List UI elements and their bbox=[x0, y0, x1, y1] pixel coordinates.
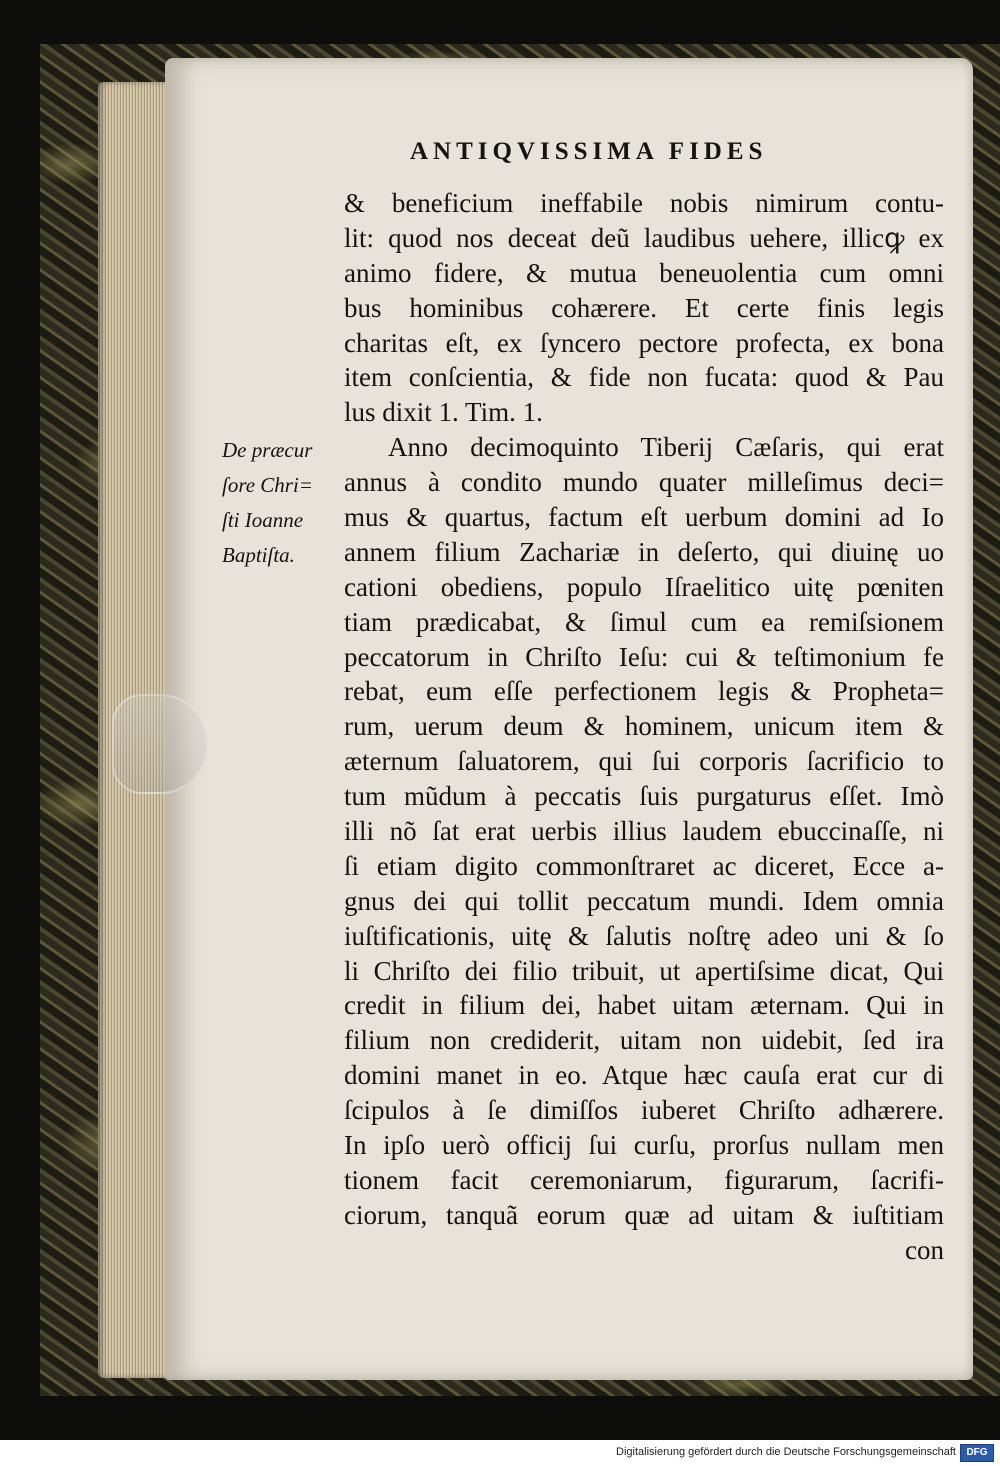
plastic-page-clip bbox=[112, 694, 208, 794]
text-line: gnus dei qui tollit peccatum mundi. Idem omnia bbox=[344, 885, 944, 916]
text-line: In ipſo uerò officij ſui curſu, prorſus nullam men bbox=[344, 1130, 944, 1161]
text-line: filium non crediderit, uitam non uidebit, ſed ira bbox=[344, 1025, 944, 1056]
text-line: charitas eſt, ex ſyncero pectore profecta, ex bona bbox=[344, 327, 944, 358]
text-line: & beneficium ineffabile nobis nimirum contu- bbox=[344, 188, 944, 218]
text-line: ſcipulos à ſe dimiſſos iuberet Chriſto adhærere. bbox=[344, 1095, 944, 1126]
text-line: cationi obediens, populo Iſraelitico uitę pœniten bbox=[344, 571, 944, 602]
text-line: item conſcientia, & fide non fucata: quod & Pau bbox=[344, 362, 944, 393]
text-line: iuſtificationis, uitę & ſalutis noſtrę adeo uni & ſo bbox=[344, 920, 944, 951]
text-line: tiam prædicabat, & ſimul cum ea remiſsionem bbox=[344, 606, 944, 637]
text-line: rum, uerum deum & hominem, unicum item & bbox=[344, 711, 944, 742]
text-line: animo fidere, & mutua beneuolentia cum omni bbox=[344, 257, 944, 288]
marginal-note-line: ſore Chri= bbox=[222, 473, 313, 497]
catchword: con bbox=[905, 1234, 944, 1265]
text-line: ciorum, tanquã eorum quæ ad uitam & iuſtitiam bbox=[344, 1199, 944, 1230]
text-line: annem filium Zachariæ in deſerto, qui diuinę uo bbox=[344, 536, 944, 567]
running-head: ANTIQVISSIMA FIDES bbox=[410, 138, 768, 165]
text-line: tionem facit ceremoniarum, figurarum, ſacrifi- bbox=[344, 1164, 944, 1195]
text-line: illi nõ ſat erat uerbis illius laudem ebuccinaſſe, ni bbox=[344, 816, 944, 847]
marginal-note bbox=[222, 433, 352, 573]
text-line: rebat, eum eſſe perfectionem legis & Propheta= bbox=[344, 676, 944, 707]
text-line: mus & quartus, factum eſt uerbum domini ad Io bbox=[344, 502, 944, 533]
text-line: credit in filium dei, habet uitam æternam. Qui in bbox=[344, 990, 944, 1021]
dfg-logo: DFG bbox=[960, 1444, 994, 1462]
marginal-note-line: Baptiſta. bbox=[222, 543, 295, 567]
text-line: lus dixit 1. Tim. 1. bbox=[344, 397, 543, 428]
funding-credit: Digitalisierung gefördert durch die Deutsche Forschungsgemeinschaft bbox=[616, 1446, 956, 1458]
text-line: æternum ſaluatorem, qui ſui corporis ſacrificio to bbox=[344, 746, 944, 777]
text-line: ſi etiam digito commonſtraret ac diceret, Ecce a- bbox=[344, 850, 944, 881]
marginal-note-line: ſti Ioanne bbox=[222, 508, 304, 532]
text-line: bus hominibus cohærere. Et certe finis legis bbox=[344, 292, 944, 323]
text-line: lit: quod nos deceat deũ laudibus uehere, illicꝙ ex bbox=[344, 222, 944, 253]
paragraph-start-line: Anno decimoquinto Tiberij Cæſaris, qui erat bbox=[388, 432, 944, 463]
text-line: peccatorum in Chriſto Ieſu: cui & teſtimonium fe bbox=[344, 641, 944, 672]
text-line: domini manet in eo. Atque hæc cauſa erat cur di bbox=[344, 1060, 944, 1091]
text-line: annus à condito mundo quater milleſimus deci= bbox=[344, 467, 944, 498]
body-text bbox=[344, 186, 944, 1268]
marginal-note-line: De præcur bbox=[222, 438, 313, 462]
text-line: li Chriſto dei filio tribuit, ut apertiſsime dicat, Qui bbox=[344, 955, 944, 986]
text-line: tum mũdum à peccatis ſuis purgaturus eſſet. Imò bbox=[344, 781, 944, 812]
